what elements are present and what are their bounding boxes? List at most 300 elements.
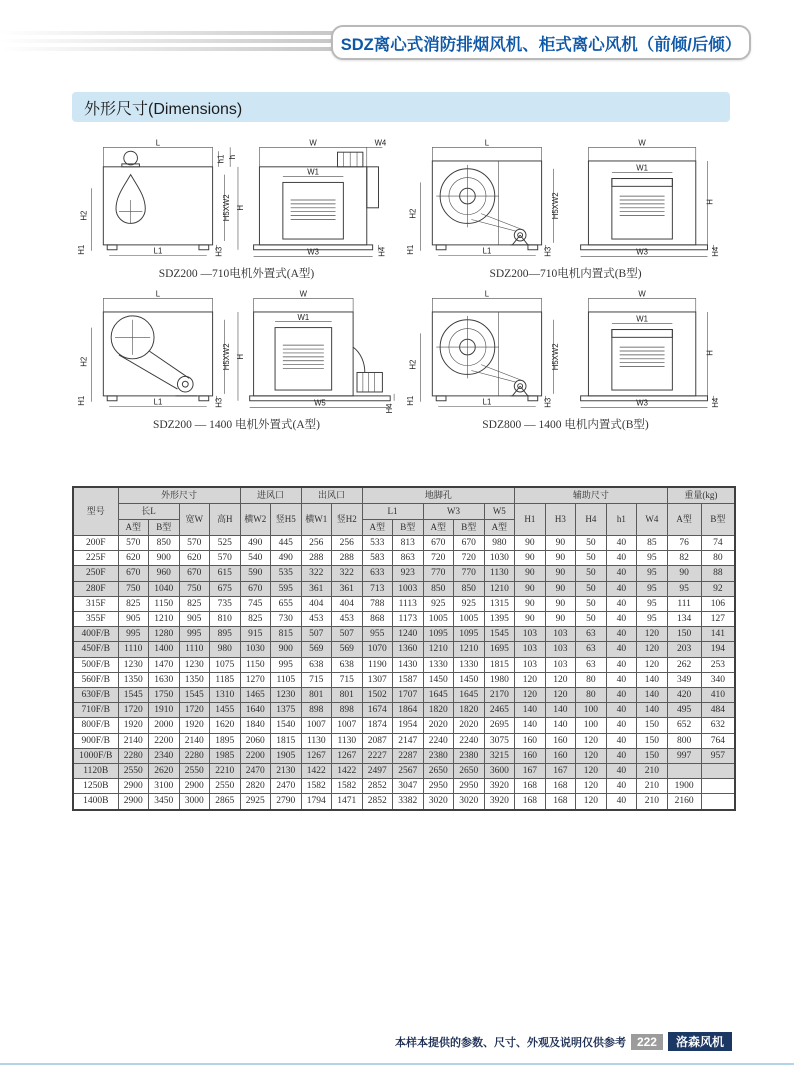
value-cell: 3075 [484, 733, 515, 748]
value-cell: 620 [179, 551, 210, 566]
value-cell: 1330 [454, 657, 485, 672]
col-weight-a: A型 [667, 504, 701, 536]
value-cell: 2227 [362, 748, 393, 763]
value-cell: 2060 [240, 733, 271, 748]
value-cell: 1315 [484, 596, 515, 611]
value-cell: 1130 [484, 566, 515, 581]
value-cell: 2550 [210, 779, 241, 794]
value-cell: 140 [637, 703, 668, 718]
value-cell: 160 [515, 748, 546, 763]
dim-label: W1 [635, 314, 648, 324]
value-cell: 90 [545, 612, 576, 627]
dim-label: W [637, 138, 646, 148]
dim-label: H4 [710, 397, 720, 408]
value-cell: 1210 [454, 642, 485, 657]
value-cell: 3450 [149, 794, 180, 810]
value-cell: 410 [701, 688, 735, 703]
value-cell: 764 [701, 733, 735, 748]
dim-label: L [155, 138, 160, 148]
value-cell: 453 [332, 612, 363, 627]
group-weight: 重量(kg) [667, 487, 735, 504]
dim-label: L1 [153, 397, 162, 407]
value-cell: 3382 [393, 794, 424, 810]
value-cell: 103 [545, 657, 576, 672]
value-cell: 2650 [454, 764, 485, 779]
value-cell: 167 [515, 764, 546, 779]
value-cell: 507 [332, 627, 363, 642]
value-cell: 50 [576, 566, 607, 581]
value-cell: 120 [576, 764, 607, 779]
col-width: 宽W [179, 504, 210, 536]
value-cell: 253 [701, 657, 735, 672]
model-cell: 630F/B [73, 688, 118, 703]
value-cell: 168 [545, 779, 576, 794]
dim-label: H1 [405, 244, 415, 255]
value-cell: 120 [576, 779, 607, 794]
value-cell: 262 [667, 657, 701, 672]
dim-label: h1 [215, 154, 225, 164]
dim-label: H5XW2 [550, 192, 560, 220]
value-cell: 995 [179, 627, 210, 642]
value-cell: 92 [701, 581, 735, 596]
value-cell: 50 [576, 581, 607, 596]
dim-label: H2 [408, 359, 418, 370]
value-cell: 288 [301, 551, 332, 566]
dim-label: H5XW2 [221, 194, 231, 222]
value-cell: 168 [515, 794, 546, 810]
value-cell: 569 [301, 642, 332, 657]
value-cell: 50 [576, 612, 607, 627]
model-cell: 1250B [73, 779, 118, 794]
page-footer [395, 1032, 732, 1051]
value-cell: 134 [667, 612, 701, 627]
value-cell: 900 [271, 642, 302, 657]
dim-label: W1 [635, 163, 648, 173]
value-cell: 533 [362, 536, 393, 551]
model-cell: 225F [73, 551, 118, 566]
value-cell: 960 [149, 566, 180, 581]
table-row [73, 733, 735, 748]
dim-label: W4 [374, 138, 386, 148]
value-cell: 2900 [179, 779, 210, 794]
value-cell: 1707 [393, 688, 424, 703]
dim-label: H2 [79, 356, 89, 367]
sub-type-b: B型 [393, 520, 424, 536]
model-cell: 450F/B [73, 642, 118, 657]
value-cell: 2200 [240, 748, 271, 763]
value-cell: 670 [423, 536, 454, 551]
value-cell: 1110 [179, 642, 210, 657]
value-cell: 90 [545, 581, 576, 596]
value-cell: 90 [545, 596, 576, 611]
sub-type-b: B型 [149, 520, 180, 536]
dim-label: L1 [482, 397, 491, 407]
value-cell: 76 [667, 536, 701, 551]
value-cell: 2380 [454, 748, 485, 763]
value-cell: 1070 [362, 642, 393, 657]
value-cell: 349 [667, 672, 701, 687]
value-cell: 1980 [484, 672, 515, 687]
value-cell: 95 [637, 566, 668, 581]
diagram-caption: SDZ200 —710电机外置式(A型) [158, 268, 315, 280]
table-row [73, 779, 735, 794]
value-cell: 1815 [484, 657, 515, 672]
section-title: 外形尺寸(Dimensions) [84, 100, 243, 118]
dim-label: W3 [635, 398, 648, 408]
value-cell: 453 [301, 612, 332, 627]
col-height: 高H [210, 504, 241, 536]
value-cell: 2160 [667, 794, 701, 810]
value-cell: 160 [545, 748, 576, 763]
dimensions-table [72, 486, 736, 811]
dim-label: W3 [306, 247, 319, 257]
value-cell: 800 [667, 733, 701, 748]
value-cell: 2240 [423, 733, 454, 748]
value-cell: 1645 [423, 688, 454, 703]
value-cell: 2340 [149, 748, 180, 763]
value-cell: 1954 [393, 718, 424, 733]
value-cell: 895 [210, 627, 241, 642]
dim-label: W3 [635, 247, 648, 257]
value-cell: 490 [271, 551, 302, 566]
value-cell: 825 [179, 596, 210, 611]
value-cell: 167 [545, 764, 576, 779]
diagram-caption: SDZ800 — 1400 电机内置式(B型) [482, 419, 649, 431]
value-cell: 495 [667, 703, 701, 718]
table-row [73, 688, 735, 703]
value-cell: 1545 [484, 627, 515, 642]
value-cell: 863 [393, 551, 424, 566]
value-cell: 2865 [210, 794, 241, 810]
value-cell: 74 [701, 536, 735, 551]
dim-label: H4 [376, 246, 386, 257]
value-cell: 1267 [332, 748, 363, 763]
value-cell: 2620 [149, 764, 180, 779]
value-cell: 2650 [423, 764, 454, 779]
value-cell: 2087 [362, 733, 393, 748]
value-cell: 1470 [149, 657, 180, 672]
value-cell: 404 [332, 596, 363, 611]
value-cell: 570 [210, 551, 241, 566]
section-bar [72, 92, 730, 122]
value-cell: 788 [362, 596, 393, 611]
value-cell: 1910 [149, 703, 180, 718]
sub-type-a: A型 [484, 520, 515, 536]
value-cell: 103 [545, 627, 576, 642]
dim-label: H [235, 204, 245, 211]
value-cell: 633 [362, 566, 393, 581]
value-cell: 720 [454, 551, 485, 566]
value-cell: 1113 [393, 596, 424, 611]
value-cell: 898 [332, 703, 363, 718]
value-cell: 825 [240, 612, 271, 627]
model-cell: 1000F/B [73, 748, 118, 763]
value-cell: 1030 [240, 642, 271, 657]
col-w1: 横W1 [301, 504, 332, 536]
value-cell: 1003 [393, 581, 424, 596]
value-cell: 1350 [179, 672, 210, 687]
dim-label: H5XW2 [221, 343, 231, 371]
sub-type-a: A型 [423, 520, 454, 536]
sub-type-b: B型 [454, 520, 485, 536]
group-aux-dims: 辅助尺寸 [515, 487, 668, 504]
value-cell [701, 794, 735, 810]
footer-note: 本样本提供的参数、尺寸、外观及说明仅供参考 [394, 1036, 626, 1049]
value-cell: 90 [515, 566, 546, 581]
value-cell: 632 [701, 718, 735, 733]
value-cell: 361 [332, 581, 363, 596]
value-cell: 256 [301, 536, 332, 551]
value-cell: 63 [576, 642, 607, 657]
col-l1: L1 [362, 504, 423, 520]
dim-label: W1 [296, 312, 309, 322]
value-cell: 2210 [210, 764, 241, 779]
model-cell: 500F/B [73, 657, 118, 672]
value-cell: 2170 [484, 688, 515, 703]
value-cell: 713 [362, 581, 393, 596]
value-cell: 90 [545, 536, 576, 551]
col-w3: W3 [423, 504, 484, 520]
value-cell: 615 [210, 566, 241, 581]
col-w2: 横W2 [240, 504, 271, 536]
value-cell: 40 [606, 657, 637, 672]
value-cell: 2280 [179, 748, 210, 763]
value-cell: 120 [637, 627, 668, 642]
value-cell [667, 764, 701, 779]
value-cell: 1750 [149, 688, 180, 703]
value-cell: 2200 [149, 733, 180, 748]
drawing-a1400 [76, 287, 398, 415]
table-row [73, 748, 735, 763]
value-cell: 63 [576, 657, 607, 672]
value-cell: 1895 [210, 733, 241, 748]
value-cell: 40 [606, 566, 637, 581]
value-cell: 997 [667, 748, 701, 763]
value-cell: 1582 [301, 779, 332, 794]
value-cell: 50 [576, 536, 607, 551]
model-cell: 400F/B [73, 627, 118, 642]
value-cell: 322 [301, 566, 332, 581]
value-cell: 2470 [271, 779, 302, 794]
value-cell: 1030 [484, 551, 515, 566]
value-cell: 1105 [271, 672, 302, 687]
dim-label: L1 [153, 246, 162, 256]
col-weight-b: B型 [701, 504, 735, 536]
value-cell: 90 [545, 566, 576, 581]
value-cell: 120 [545, 688, 576, 703]
table-row [73, 566, 735, 581]
value-cell: 420 [667, 688, 701, 703]
value-cell: 1422 [301, 764, 332, 779]
value-cell: 980 [210, 642, 241, 657]
value-cell: 815 [271, 627, 302, 642]
value-cell: 1674 [362, 703, 393, 718]
value-cell: 256 [332, 536, 363, 551]
value-cell: 590 [240, 566, 271, 581]
value-cell: 715 [301, 672, 332, 687]
value-cell [701, 779, 735, 794]
table-row [73, 551, 735, 566]
diagram-grid [72, 136, 730, 432]
value-cell: 95 [637, 581, 668, 596]
value-cell: 2950 [454, 779, 485, 794]
dim-label: H2 [408, 208, 418, 219]
value-cell: 2950 [423, 779, 454, 794]
value-cell: 1330 [423, 657, 454, 672]
value-cell: 95 [637, 612, 668, 627]
dim-label: H1 [76, 244, 86, 255]
table-row [73, 764, 735, 779]
value-cell: 1210 [484, 581, 515, 596]
value-cell: 980 [484, 536, 515, 551]
diagram-a710 [72, 136, 401, 281]
value-cell: 570 [118, 536, 149, 551]
value-cell: 103 [515, 627, 546, 642]
value-cell: 2140 [179, 733, 210, 748]
value-cell: 535 [271, 566, 302, 581]
bottom-rule [0, 1063, 794, 1065]
col-h1: H1 [515, 504, 546, 536]
value-cell: 1620 [210, 718, 241, 733]
model-cell: 250F [73, 566, 118, 581]
value-cell: 1307 [362, 672, 393, 687]
value-cell: 111 [667, 596, 701, 611]
value-cell: 3000 [179, 794, 210, 810]
value-cell: 638 [301, 657, 332, 672]
col-h1-small: h1 [606, 504, 637, 536]
model-cell: 1120B [73, 764, 118, 779]
value-cell: 1465 [240, 688, 271, 703]
dim-label: H1 [405, 395, 415, 406]
model-cell: 710F/B [73, 703, 118, 718]
value-cell: 670 [240, 581, 271, 596]
value-cell: 40 [606, 551, 637, 566]
value-cell: 2790 [271, 794, 302, 810]
value-cell: 404 [301, 596, 332, 611]
value-cell: 80 [576, 672, 607, 687]
value-cell: 40 [606, 688, 637, 703]
value-cell: 1502 [362, 688, 393, 703]
value-cell: 2380 [423, 748, 454, 763]
value-cell: 2852 [362, 779, 393, 794]
value-cell: 1005 [454, 612, 485, 627]
model-cell: 280F [73, 581, 118, 596]
value-cell: 40 [606, 596, 637, 611]
value-cell: 540 [240, 551, 271, 566]
value-cell: 2497 [362, 764, 393, 779]
value-cell: 82 [667, 551, 701, 566]
group-inlet: 进风口 [240, 487, 301, 504]
value-cell: 100 [576, 703, 607, 718]
dim-label: h [227, 154, 237, 160]
dim-label: H2 [79, 210, 89, 221]
table-row [73, 672, 735, 687]
value-cell: 40 [606, 627, 637, 642]
value-cell: 2900 [118, 779, 149, 794]
value-cell: 150 [637, 718, 668, 733]
value-cell: 1005 [423, 612, 454, 627]
value-cell: 3600 [484, 764, 515, 779]
dim-label: L [155, 289, 160, 299]
value-cell: 90 [515, 612, 546, 627]
value-cell: 445 [271, 536, 302, 551]
value-cell: 40 [606, 748, 637, 763]
dim-label: H1 [76, 395, 86, 406]
value-cell: 3215 [484, 748, 515, 763]
value-cell: 1645 [454, 688, 485, 703]
value-cell: 850 [423, 581, 454, 596]
table-row [73, 642, 735, 657]
table-row [73, 627, 735, 642]
value-cell: 2550 [179, 764, 210, 779]
value-cell: 1450 [423, 672, 454, 687]
table-row [73, 794, 735, 810]
value-cell: 90 [667, 566, 701, 581]
value-cell: 925 [454, 596, 485, 611]
value-cell: 40 [606, 581, 637, 596]
value-cell: 1395 [484, 612, 515, 627]
value-cell: 120 [515, 688, 546, 703]
model-cell: 560F/B [73, 672, 118, 687]
model-cell: 355F [73, 612, 118, 627]
value-cell: 850 [454, 581, 485, 596]
value-cell: 120 [637, 657, 668, 672]
value-cell: 925 [423, 596, 454, 611]
value-cell: 720 [423, 551, 454, 566]
value-cell: 750 [118, 581, 149, 596]
drawing-b710 [405, 136, 727, 264]
table-row [73, 536, 735, 551]
diagram-caption: SDZ200—710电机内置式(B型) [489, 268, 642, 280]
value-cell: 50 [576, 596, 607, 611]
dim-label: H3 [542, 246, 552, 257]
value-cell: 90 [515, 551, 546, 566]
value-cell: 675 [210, 581, 241, 596]
value-cell: 2140 [118, 733, 149, 748]
value-cell: 80 [701, 551, 735, 566]
value-cell: 140 [637, 672, 668, 687]
table-row [73, 612, 735, 627]
value-cell: 1270 [240, 672, 271, 687]
col-model: 型号 [73, 487, 118, 536]
diagram-a1400 [72, 287, 401, 432]
value-cell: 1230 [179, 657, 210, 672]
dim-label: W [299, 289, 307, 299]
model-cell: 900F/B [73, 733, 118, 748]
value-cell: 1190 [362, 657, 393, 672]
model-cell: 800F/B [73, 718, 118, 733]
value-cell: 1905 [271, 748, 302, 763]
col-h3: H3 [545, 504, 576, 536]
value-cell: 2240 [454, 733, 485, 748]
dim-label: H3 [213, 397, 223, 408]
value-cell: 103 [515, 657, 546, 672]
value-cell: 194 [701, 642, 735, 657]
value-cell: 1720 [179, 703, 210, 718]
value-cell: 1422 [332, 764, 363, 779]
drawing-b1400 [405, 287, 727, 415]
value-cell: 2852 [362, 794, 393, 810]
value-cell: 1582 [332, 779, 363, 794]
value-cell: 90 [515, 536, 546, 551]
dim-label: L1 [482, 246, 491, 256]
value-cell: 1230 [271, 688, 302, 703]
value-cell: 100 [576, 718, 607, 733]
dim-label: H4 [710, 246, 720, 257]
value-cell: 1350 [118, 672, 149, 687]
value-cell: 900 [149, 551, 180, 566]
value-cell: 2567 [393, 764, 424, 779]
